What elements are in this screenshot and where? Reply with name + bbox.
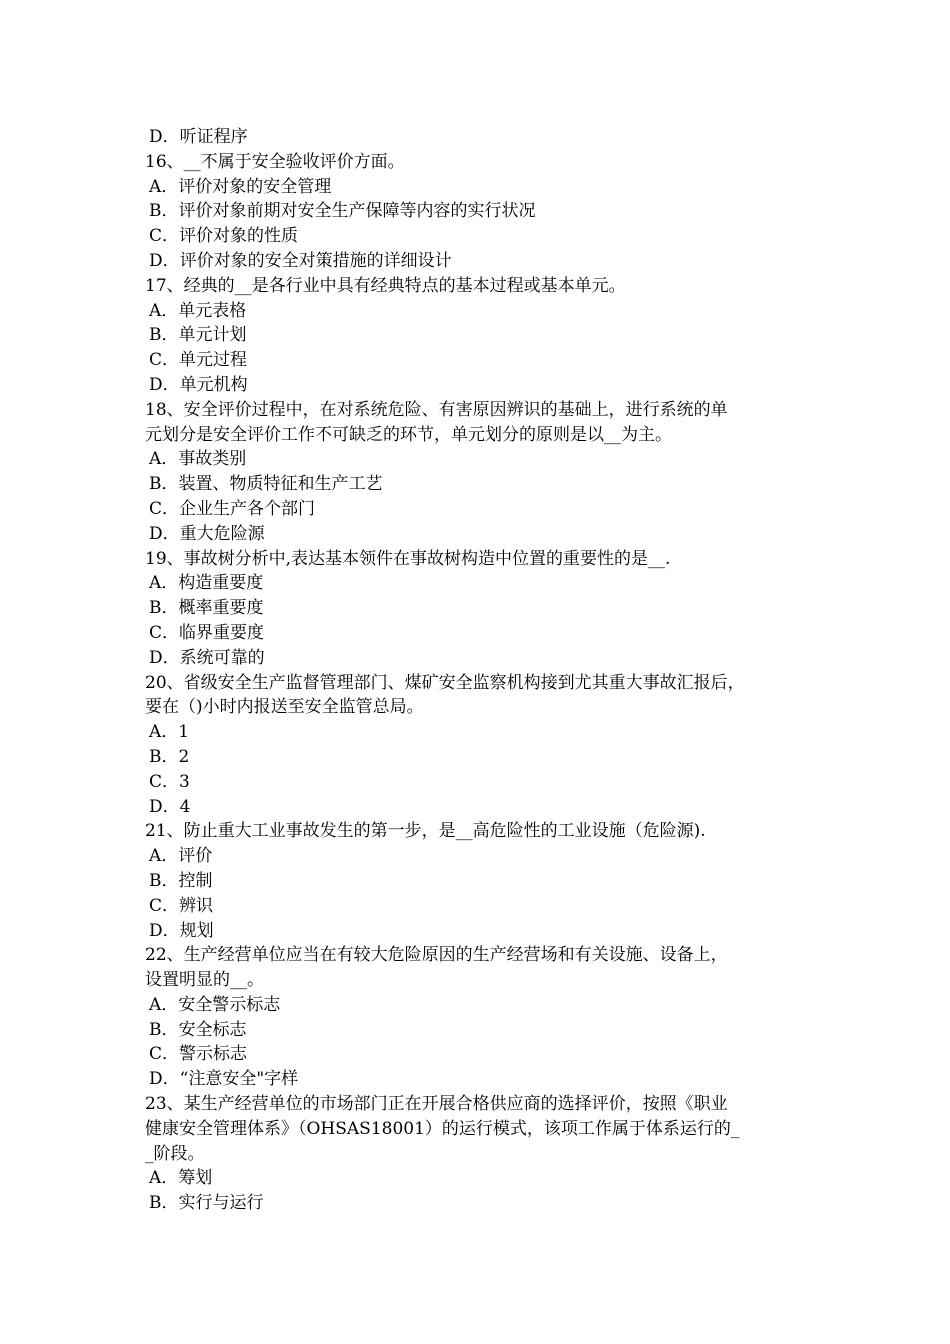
option-line: B．控制: [149, 870, 213, 891]
option-line: C．警示标志: [149, 1044, 248, 1065]
question-line: 23、某生产经营单位的市场部门正在开展合格供应商的选择评价，按照《职业: [145, 1094, 728, 1115]
option-line: B．实行与运行: [149, 1193, 264, 1214]
question-line: _阶段。: [145, 1143, 205, 1164]
option-line: A．单元表格: [149, 300, 247, 321]
option-line: C．辨识: [149, 895, 214, 916]
option-line: D．规划: [149, 920, 214, 941]
option-line: B．装置、物质特征和生产工艺: [149, 474, 383, 495]
option-line: B．安全标志: [149, 1019, 247, 1040]
option-line: C．企业生产各个部门: [149, 498, 316, 519]
question-line: 17、经典的__是各行业中具有经典特点的基本过程或基本单元。: [145, 275, 626, 296]
option-line: D．“注意安全"字样: [149, 1069, 299, 1090]
question-line: 健康安全管理体系》（OHSAS18001）的运行模式，该项工作属于体系运行的_: [145, 1118, 740, 1139]
option-line: A．安全警示标志: [149, 994, 281, 1015]
option-line: B．评价对象前期对安全生产保障等内容的实行状况: [149, 201, 536, 222]
option-line: C．评价对象的性质: [149, 226, 299, 247]
option-line: D．重大危险源: [149, 523, 265, 544]
option-line: B．概率重要度: [149, 598, 264, 619]
option-line: A．事故类别: [149, 449, 247, 470]
option-line: A．1: [149, 722, 190, 743]
question-line: 元划分是安全评价工作不可缺乏的环节，单元划分的原则是以__为主。: [145, 424, 672, 445]
question-line: 设置明显的__。: [145, 970, 264, 991]
option-line: C．单元过程: [149, 350, 248, 371]
question-line: 21、防止重大工业事故发生的第一步，是__高危险性的工业设施（危险源).: [145, 821, 706, 842]
option-line: A．评价对象的安全管理: [149, 176, 332, 197]
option-line: B．2: [149, 746, 190, 767]
option-line: D．系统可靠的: [149, 647, 265, 668]
option-line: D．单元机构: [149, 374, 248, 395]
option-line: D．4: [149, 796, 191, 817]
question-line: 19、事故树分析中,表达基本领件在事故树构造中位置的重要性的是__.: [145, 548, 671, 569]
question-line: 16、__不属于安全验收评价方面。: [145, 151, 405, 172]
option-line: A．评价: [149, 846, 213, 867]
option-line: A．构造重要度: [149, 573, 264, 594]
question-line: 18、安全评价过程中，在对系统危险、有害原因辨识的基础上，进行系统的单: [145, 399, 728, 420]
question-line: 22、生产经营单位应当在有较大危险原因的生产经营场和有关设施、设备上，: [145, 945, 728, 966]
option-line: B．单元计划: [149, 325, 247, 346]
option-line: C．临界重要度: [149, 622, 265, 643]
option-line: A．筹划: [149, 1168, 213, 1189]
question-line: 20、省级安全生产监督管理部门、煤矿安全监察机构接到尤其重大事故汇报后，: [145, 672, 745, 693]
option-line: D．听证程序: [149, 127, 248, 147]
option-line: D．评价对象的安全对策措施的详细设计: [149, 250, 452, 271]
option-line: C．3: [149, 771, 190, 792]
document-page: [145, 125, 825, 1216]
question-line: 要在（)小时内报送至安全监管总局。: [145, 697, 424, 718]
